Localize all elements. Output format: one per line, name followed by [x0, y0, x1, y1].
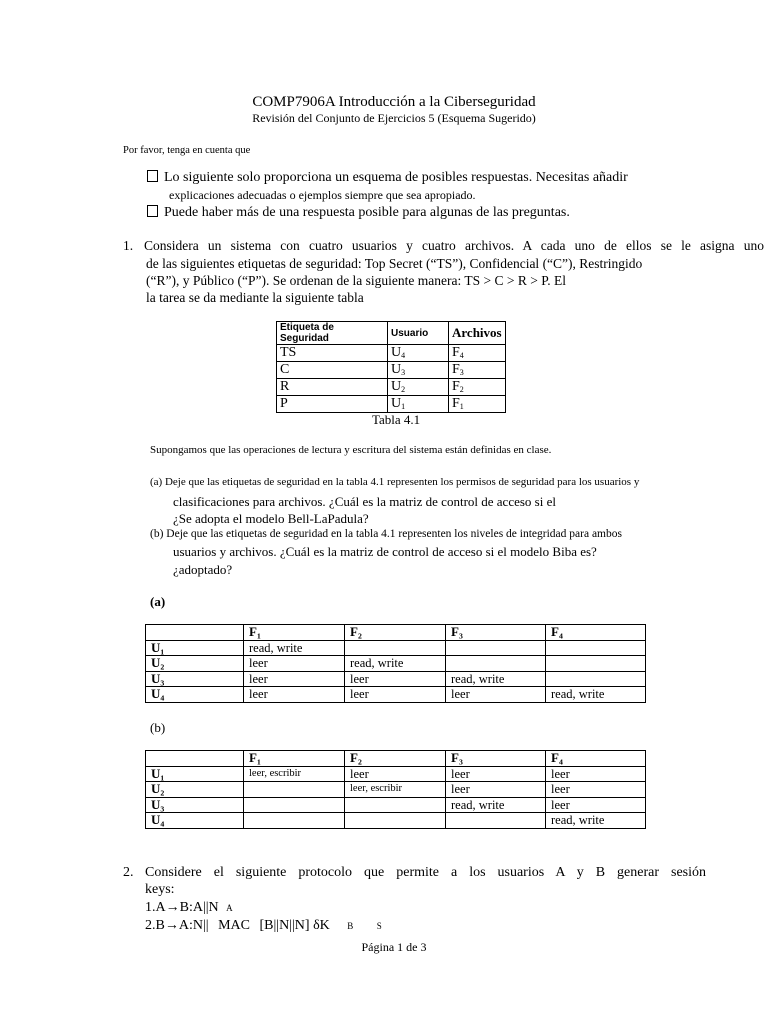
- col-header: F₁: [244, 625, 345, 641]
- q1-line-3: (“R”), y Público (“P”). Se ordenan de la siguiente manera: TS > C > R > P. El: [146, 273, 567, 288]
- matrix-cell: [446, 656, 546, 672]
- matrix-cell: read, write: [244, 640, 345, 656]
- label-cell: TS: [277, 345, 388, 362]
- matrix-cell: read, write: [546, 813, 646, 829]
- table-caption: Tabla 4.1: [372, 412, 421, 427]
- matrix-cell: [244, 813, 345, 829]
- table-row: [146, 766, 646, 782]
- matrix-cell: [446, 813, 546, 829]
- table-row: [277, 396, 506, 413]
- page-title: COMP7906A Introducción a la Ciberseguridad: [252, 94, 536, 110]
- answer-a-label: (a): [150, 594, 166, 609]
- col-header-files: Archivos: [449, 322, 506, 345]
- table-row: [146, 782, 646, 798]
- matrix-cell: [244, 797, 345, 813]
- table-header-row: [277, 322, 506, 345]
- user-cell: $U_1$: [388, 396, 449, 413]
- note-bullet-1-cont: explicaciones adecuadas o ejemplos siempre que sea apropiado.: [169, 188, 476, 202]
- q2-step-1: 1.A→B:A||N A: [145, 900, 233, 915]
- note-bullet-2: [147, 205, 570, 221]
- matrix-cell: read, write: [446, 797, 546, 813]
- note-bullet-2-text: Puede haber más de una respuesta posible para algunas de las preguntas.: [164, 205, 570, 220]
- q1-suppose: Supongamos que las operaciones de lectura y escritura del sistema están definidas en clase.: [150, 444, 552, 456]
- matrix-cell: [244, 782, 345, 798]
- matrix-cell: [546, 640, 646, 656]
- row-header: U₁: [146, 766, 244, 782]
- table-row: [146, 671, 646, 687]
- label-cell: P: [277, 396, 388, 413]
- q1-b-line-2: usuarios y archivos. ¿Cuál es la matriz de control de acceso si el modelo Biba es?: [173, 544, 597, 559]
- matrix-cell: leer: [546, 782, 646, 798]
- matrix-cell: leer: [345, 687, 446, 703]
- matrix-cell: read, write: [546, 687, 646, 703]
- q1-b-line-1: (b) Deje que las etiquetas de seguridad en la tabla 4.1 representen los niveles de integridad para ambos: [150, 528, 622, 540]
- q2-step-2: 2.B→A:N|| MAC [B||N||N] δK B S: [145, 918, 382, 933]
- table-row: [277, 379, 506, 396]
- q1-line-4: la tarea se da mediante la siguiente tabla: [146, 290, 364, 305]
- label-cell: R: [277, 379, 388, 396]
- table-row: [146, 687, 646, 703]
- file-cell: $F_1$: [449, 396, 506, 413]
- table-row: [146, 640, 646, 656]
- col-header: F₄: [546, 625, 646, 641]
- note-bullet-1-text: Lo siguiente solo proporciona un esquema de posibles respuestas. Necesitas añadir: [164, 170, 628, 185]
- col-header: F₂: [345, 625, 446, 641]
- note-bullet-1: [147, 170, 628, 186]
- row-header: U₄: [146, 813, 244, 829]
- matrix-header-row: [146, 751, 646, 767]
- row-header: U₂: [146, 656, 244, 672]
- user-cell: $U_2$: [388, 379, 449, 396]
- matrix-cell: read, write: [446, 671, 546, 687]
- q2-line-2: keys:: [145, 882, 175, 897]
- q2-number: 2.: [123, 865, 134, 880]
- matrix-cell: leer: [546, 797, 646, 813]
- security-label-table: [276, 321, 506, 413]
- page-number: Página 1 de 3: [361, 940, 427, 954]
- matrix-cell: leer: [244, 687, 345, 703]
- table-row: [277, 345, 506, 362]
- matrix-cell: [345, 797, 446, 813]
- q1-line-1: Considera un sistema con cuatro usuarios y cuatro archivos. A cada uno de ellos se le asigna uno: [144, 238, 764, 253]
- row-header: U₃: [146, 671, 244, 687]
- matrix-cell: leer: [546, 766, 646, 782]
- q1-number: 1.: [123, 238, 134, 253]
- table-row: [146, 797, 646, 813]
- answer-b-label: (b): [150, 720, 166, 735]
- matrix-cell: leer: [345, 671, 446, 687]
- row-header: U₂: [146, 782, 244, 798]
- matrix-cell: leer: [446, 782, 546, 798]
- table-row: [146, 813, 646, 829]
- col-header-label: Etiqueta de Seguridad: [277, 322, 388, 345]
- matrix-cell: leer: [244, 656, 345, 672]
- row-header: U₄: [146, 687, 244, 703]
- q1-line-2: de las siguientes etiquetas de seguridad: Top Secret (“TS”), Confidencial (“C”), Restringido: [146, 256, 643, 271]
- q1-a-line-3: ¿Se adopta el modelo Bell-LaPadula?: [173, 511, 369, 526]
- matrix-cell: [345, 640, 446, 656]
- page-subtitle: Revisión del Conjunto de Ejercicios 5 (Esquema Sugerido): [252, 111, 536, 125]
- matrix-cell: leer: [446, 687, 546, 703]
- note-intro: Por favor, tenga en cuenta que: [123, 145, 251, 156]
- matrix-cell: leer, escribir: [244, 766, 345, 782]
- col-header: F₄: [546, 751, 646, 767]
- access-matrix-b: [145, 750, 646, 829]
- matrix-cell: leer: [345, 766, 446, 782]
- q2-line-1: Considere el siguiente protocolo que permite a los usuarios A y B generar sesión: [145, 865, 706, 880]
- matrix-cell: leer, escribir: [345, 782, 446, 798]
- access-matrix-a: [145, 624, 646, 703]
- table-row: [146, 656, 646, 672]
- col-header: F₁: [244, 751, 345, 767]
- file-cell: $F_2$: [449, 379, 506, 396]
- label-cell: C: [277, 362, 388, 379]
- matrix-cell: leer: [244, 671, 345, 687]
- matrix-header-row: [146, 625, 646, 641]
- matrix-cell: [546, 656, 646, 672]
- user-cell: $U_4$: [388, 345, 449, 362]
- matrix-cell: read, write: [345, 656, 446, 672]
- matrix-cell: [546, 671, 646, 687]
- col-header: F₂: [345, 751, 446, 767]
- q1-b-line-3: ¿adoptado?: [173, 562, 233, 577]
- matrix-cell: leer: [446, 766, 546, 782]
- col-header-user: Usuario: [388, 322, 449, 345]
- file-cell: $F_3$: [449, 362, 506, 379]
- row-header: U₁: [146, 640, 244, 656]
- checkbox-icon: [147, 170, 158, 182]
- q1-a-line-1: (a) Deje que las etiquetas de seguridad en la tabla 4.1 representen los permisos de seguridad para los usuarios y: [150, 476, 640, 488]
- row-header: U₃: [146, 797, 244, 813]
- col-header: F₃: [446, 625, 546, 641]
- file-cell: $F_4$: [449, 345, 506, 362]
- col-header: F₃: [446, 751, 546, 767]
- table-row: [277, 362, 506, 379]
- checkbox-icon: [147, 205, 158, 217]
- matrix-cell: [345, 813, 446, 829]
- matrix-cell: [446, 640, 546, 656]
- user-cell: $U_3$: [388, 362, 449, 379]
- q1-a-line-2: clasificaciones para archivos. ¿Cuál es la matriz de control de acceso si el: [173, 494, 556, 509]
